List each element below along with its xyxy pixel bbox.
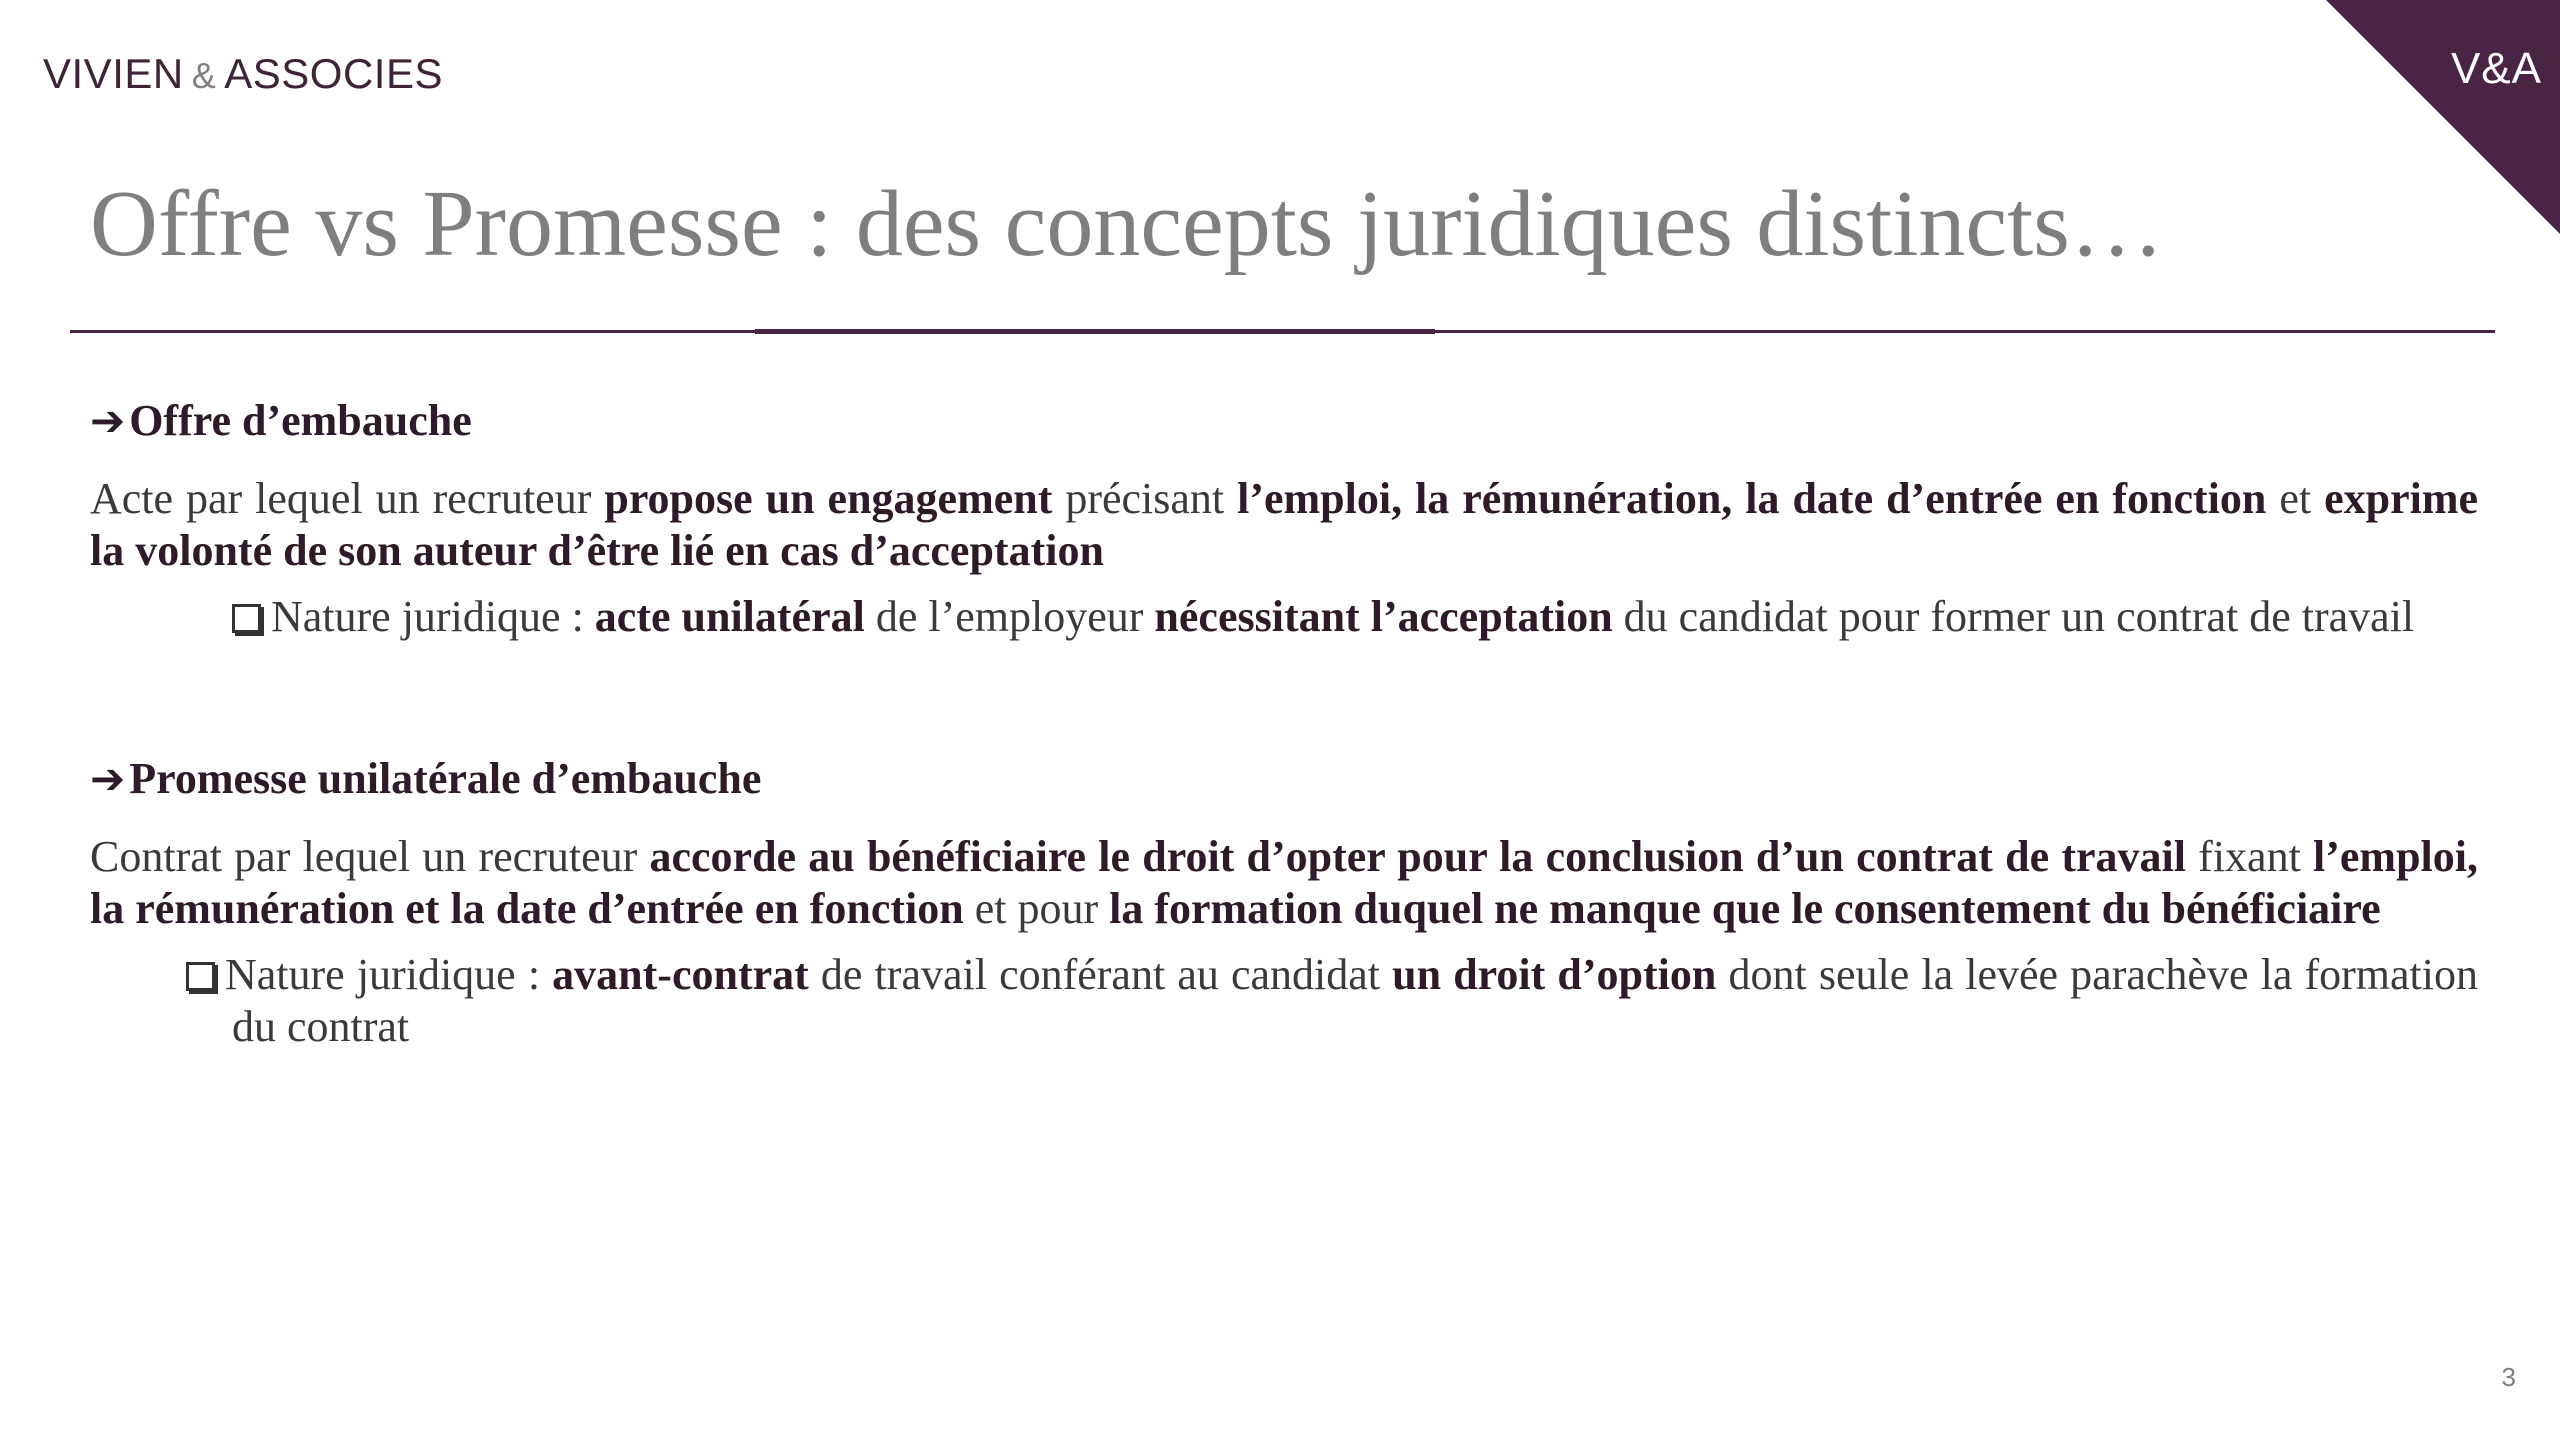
checkbox-bullet-icon	[232, 604, 261, 633]
bold-run: acte unilatéral	[594, 592, 865, 641]
slide-body	[90, 395, 2478, 1053]
bold-run: propose un engagement	[604, 474, 1053, 523]
bold-run: l’emploi, la rémunération et la date d’entrée en fonction	[90, 832, 2478, 933]
logo-text-associes: ASSOCIES	[224, 50, 443, 97]
arrow-right-icon: ➔	[90, 396, 126, 445]
section-heading-offre	[90, 395, 2478, 447]
bold-run: nécessitant l’acceptation	[1154, 592, 1613, 641]
text-run: Nature juridique :	[225, 950, 553, 999]
bold-run: un droit d’option	[1392, 950, 1717, 999]
heading-text: Offre d’embauche	[129, 396, 472, 445]
text-run: Acte par lequel un recruteur	[90, 474, 605, 523]
slide-title: Offre vs Promesse : des concepts juridiques distincts…	[90, 172, 2164, 276]
corner-triangle-decoration	[2326, 0, 2560, 234]
title-divider	[70, 330, 2495, 333]
text-run: et pour	[963, 884, 1110, 933]
text-run: dont seule la levée parachève la formation du contrat	[232, 950, 2478, 1051]
bold-run: l’emploi, la rémunération, la date d’entrée en fonction	[1237, 474, 2267, 523]
arrow-right-icon: ➔	[90, 754, 126, 803]
text-run: précisant	[1052, 474, 1238, 523]
heading-text: Promesse unilatérale d’embauche	[129, 754, 762, 803]
bold-run: accorde au bénéficiaire le droit d’opter pour la conclusion d’un contrat de travail	[649, 832, 2186, 881]
definition-paragraph-promesse	[90, 831, 2478, 935]
logo-text-vivien: VIVIEN	[43, 50, 184, 97]
corner-monogram: V&A	[2450, 44, 2542, 93]
page-number: 3	[2501, 1362, 2516, 1392]
bold-run: la formation duquel ne manque que le consentement du bénéficiaire	[1109, 884, 2381, 933]
bold-run: exprime la volonté de son auteur d’être lié en cas d’acceptation	[90, 474, 2478, 575]
definition-paragraph-offre	[90, 473, 2478, 577]
text-run: et	[2266, 474, 2325, 523]
title-divider-accent	[755, 329, 1435, 334]
company-logo	[43, 50, 443, 98]
text-run: Contrat par lequel un recruteur	[90, 832, 650, 881]
checkbox-bullet-icon	[186, 962, 215, 991]
text-run: de l’employeur	[864, 592, 1155, 641]
bold-run: avant-contrat	[552, 950, 809, 999]
logo-ampersand: &	[191, 55, 217, 96]
section-spacer	[90, 643, 2478, 753]
text-run: du candidat pour former un contrat de travail	[1612, 592, 2415, 641]
text-run: fixant	[2185, 832, 2314, 881]
bullet-nature-juridique-promesse	[186, 949, 2478, 1053]
text-run: de travail conférant au candidat	[808, 950, 1393, 999]
section-heading-promesse	[90, 753, 2478, 805]
text-run: Nature juridique :	[271, 592, 595, 641]
bullet-nature-juridique-offre	[186, 591, 2478, 643]
